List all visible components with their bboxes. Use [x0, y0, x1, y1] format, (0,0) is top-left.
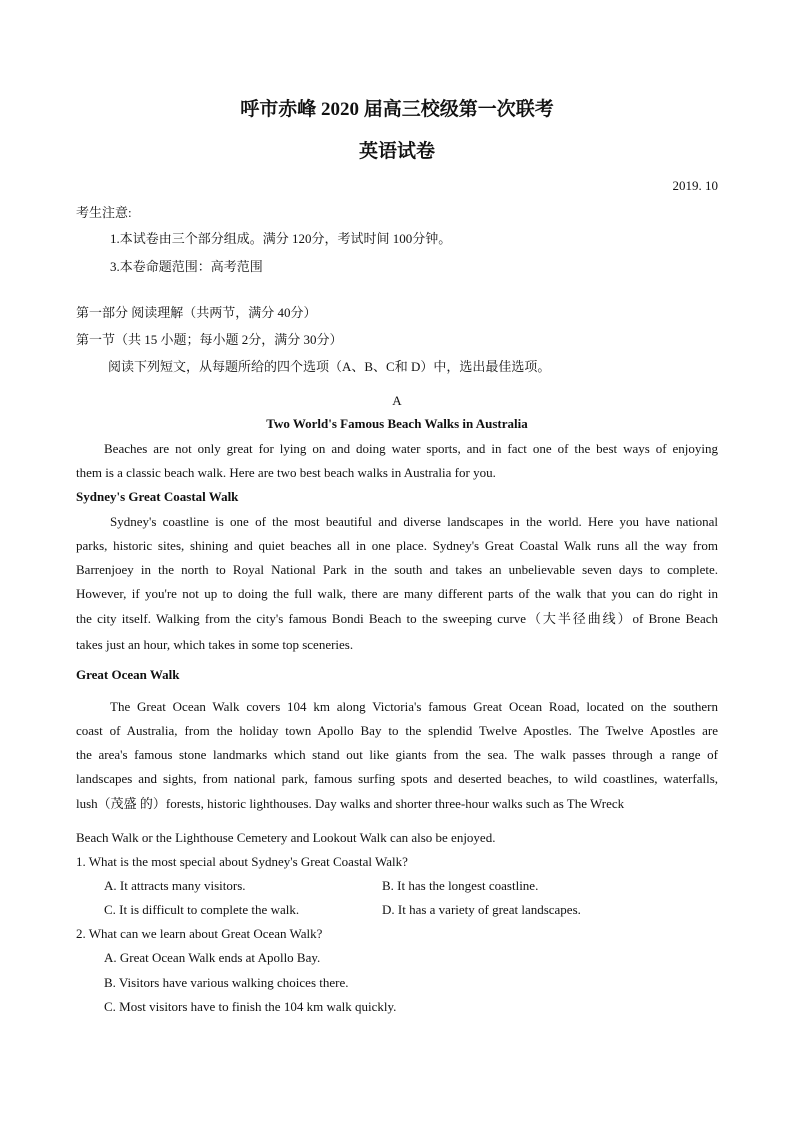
sydney-line-5: the city itself. Walking from the city's famous Bondi Beach to the sweeping curve（大半径曲线）of Brone Beach	[76, 611, 718, 626]
notice-heading: 考生注意:	[76, 205, 132, 220]
sydney-line-3: Barrenjoey in the north to Royal National Park in the south and takes an unbelievable seven days to complete.	[76, 562, 718, 577]
question-2-option-c: C. Most visitors have to finish the 104 km walk quickly.	[104, 999, 397, 1014]
ocean-line-5: lush（茂盛 的）forests, historic lighthouses. Day walks and shorter three-hour walks such as The Wreck	[76, 796, 625, 811]
sydney-line-6: takes just an hour, which takes in some top sceneries.	[76, 637, 354, 652]
sydney-line-2: parks, historic sites, shining and quiet beaches all in one place. Sydney's Great Coastal Walk runs all the way from	[76, 538, 718, 553]
ocean-line-6: Beach Walk or the Lighthouse Cemetery and Lookout Walk can also be enjoyed.	[76, 830, 496, 845]
exam-title: 呼市赤峰 2020 届高三校级第一次联考	[240, 99, 554, 120]
question-2-option-a: A. Great Ocean Walk ends at Apollo Bay.	[104, 950, 321, 965]
question-1-option-a: A. It attracts many visitors.	[104, 878, 246, 893]
exam-subtitle: 英语试卷	[358, 141, 435, 162]
passage-letter: A	[392, 393, 402, 408]
exam-date: 2019. 10	[672, 178, 718, 193]
notice-item-2: 3.本卷命题范围：高考范围	[110, 259, 263, 274]
question-1-stem: 1. What is the most special about Sydney's Great Coastal Walk?	[76, 854, 408, 869]
question-2-stem: 2. What can we learn about Great Ocean Walk?	[76, 926, 323, 941]
section-title-great-ocean: Great Ocean Walk	[76, 667, 180, 682]
ocean-line-3: the area's famous stone landmarks which stand out like giants from the sea. The walk passes through a range of	[76, 747, 718, 762]
question-2-option-b: B. Visitors have various walking choices there.	[104, 975, 349, 990]
section-heading: 第一节（共 15 小题；每小题 2分，满分 30分）	[76, 332, 343, 347]
intro-line-2: them is a classic beach walk. Here are two best beach walks in Australia for you.	[76, 465, 496, 480]
question-1-option-b: B. It has the longest coastline.	[382, 878, 539, 893]
ocean-line-4: landscapes and sights, from national park, famous surfing spots and deserted beaches, to wild coastlines, waterfalls,	[76, 771, 718, 786]
intro-line-1: Beaches are not only great for lying on and doing water sports, and in fact one of the best ways of enjoying	[104, 441, 718, 456]
question-1-option-d: D. It has a variety of great landscapes.	[382, 902, 581, 917]
sydney-line-4: However, if you're not up to doing the full walk, there are many different parts of the walk that you can do right in	[76, 586, 718, 601]
part-heading: 第一部分 阅读理解（共两节，满分 40分）	[76, 305, 317, 320]
instruction-text: 阅读下列短文，从每题所给的四个选项（A、B、C和 D）中，选出最佳选项。	[108, 359, 551, 374]
sydney-line-1: Sydney's coastline is one of the most beautiful and diverse landscapes in the world. Here you have national	[110, 514, 718, 529]
ocean-line-1: The Great Ocean Walk covers 104 km along Victoria's famous Great Ocean Road, located on the southern	[110, 699, 718, 714]
passage-title: Two World's Famous Beach Walks in Australia	[266, 416, 528, 431]
section-title-sydney: Sydney's Great Coastal Walk	[76, 489, 239, 504]
question-1-option-c: C. It is difficult to complete the walk.	[104, 902, 300, 917]
ocean-line-2: coast of Australia, from the holiday town Apollo Bay to the splendid Twelve Apostles. The Twelve Apostles are	[76, 723, 718, 738]
notice-item-1: 1.本试卷由三个部分组成。满分 120分，考试时间 100分钟。	[110, 231, 452, 246]
